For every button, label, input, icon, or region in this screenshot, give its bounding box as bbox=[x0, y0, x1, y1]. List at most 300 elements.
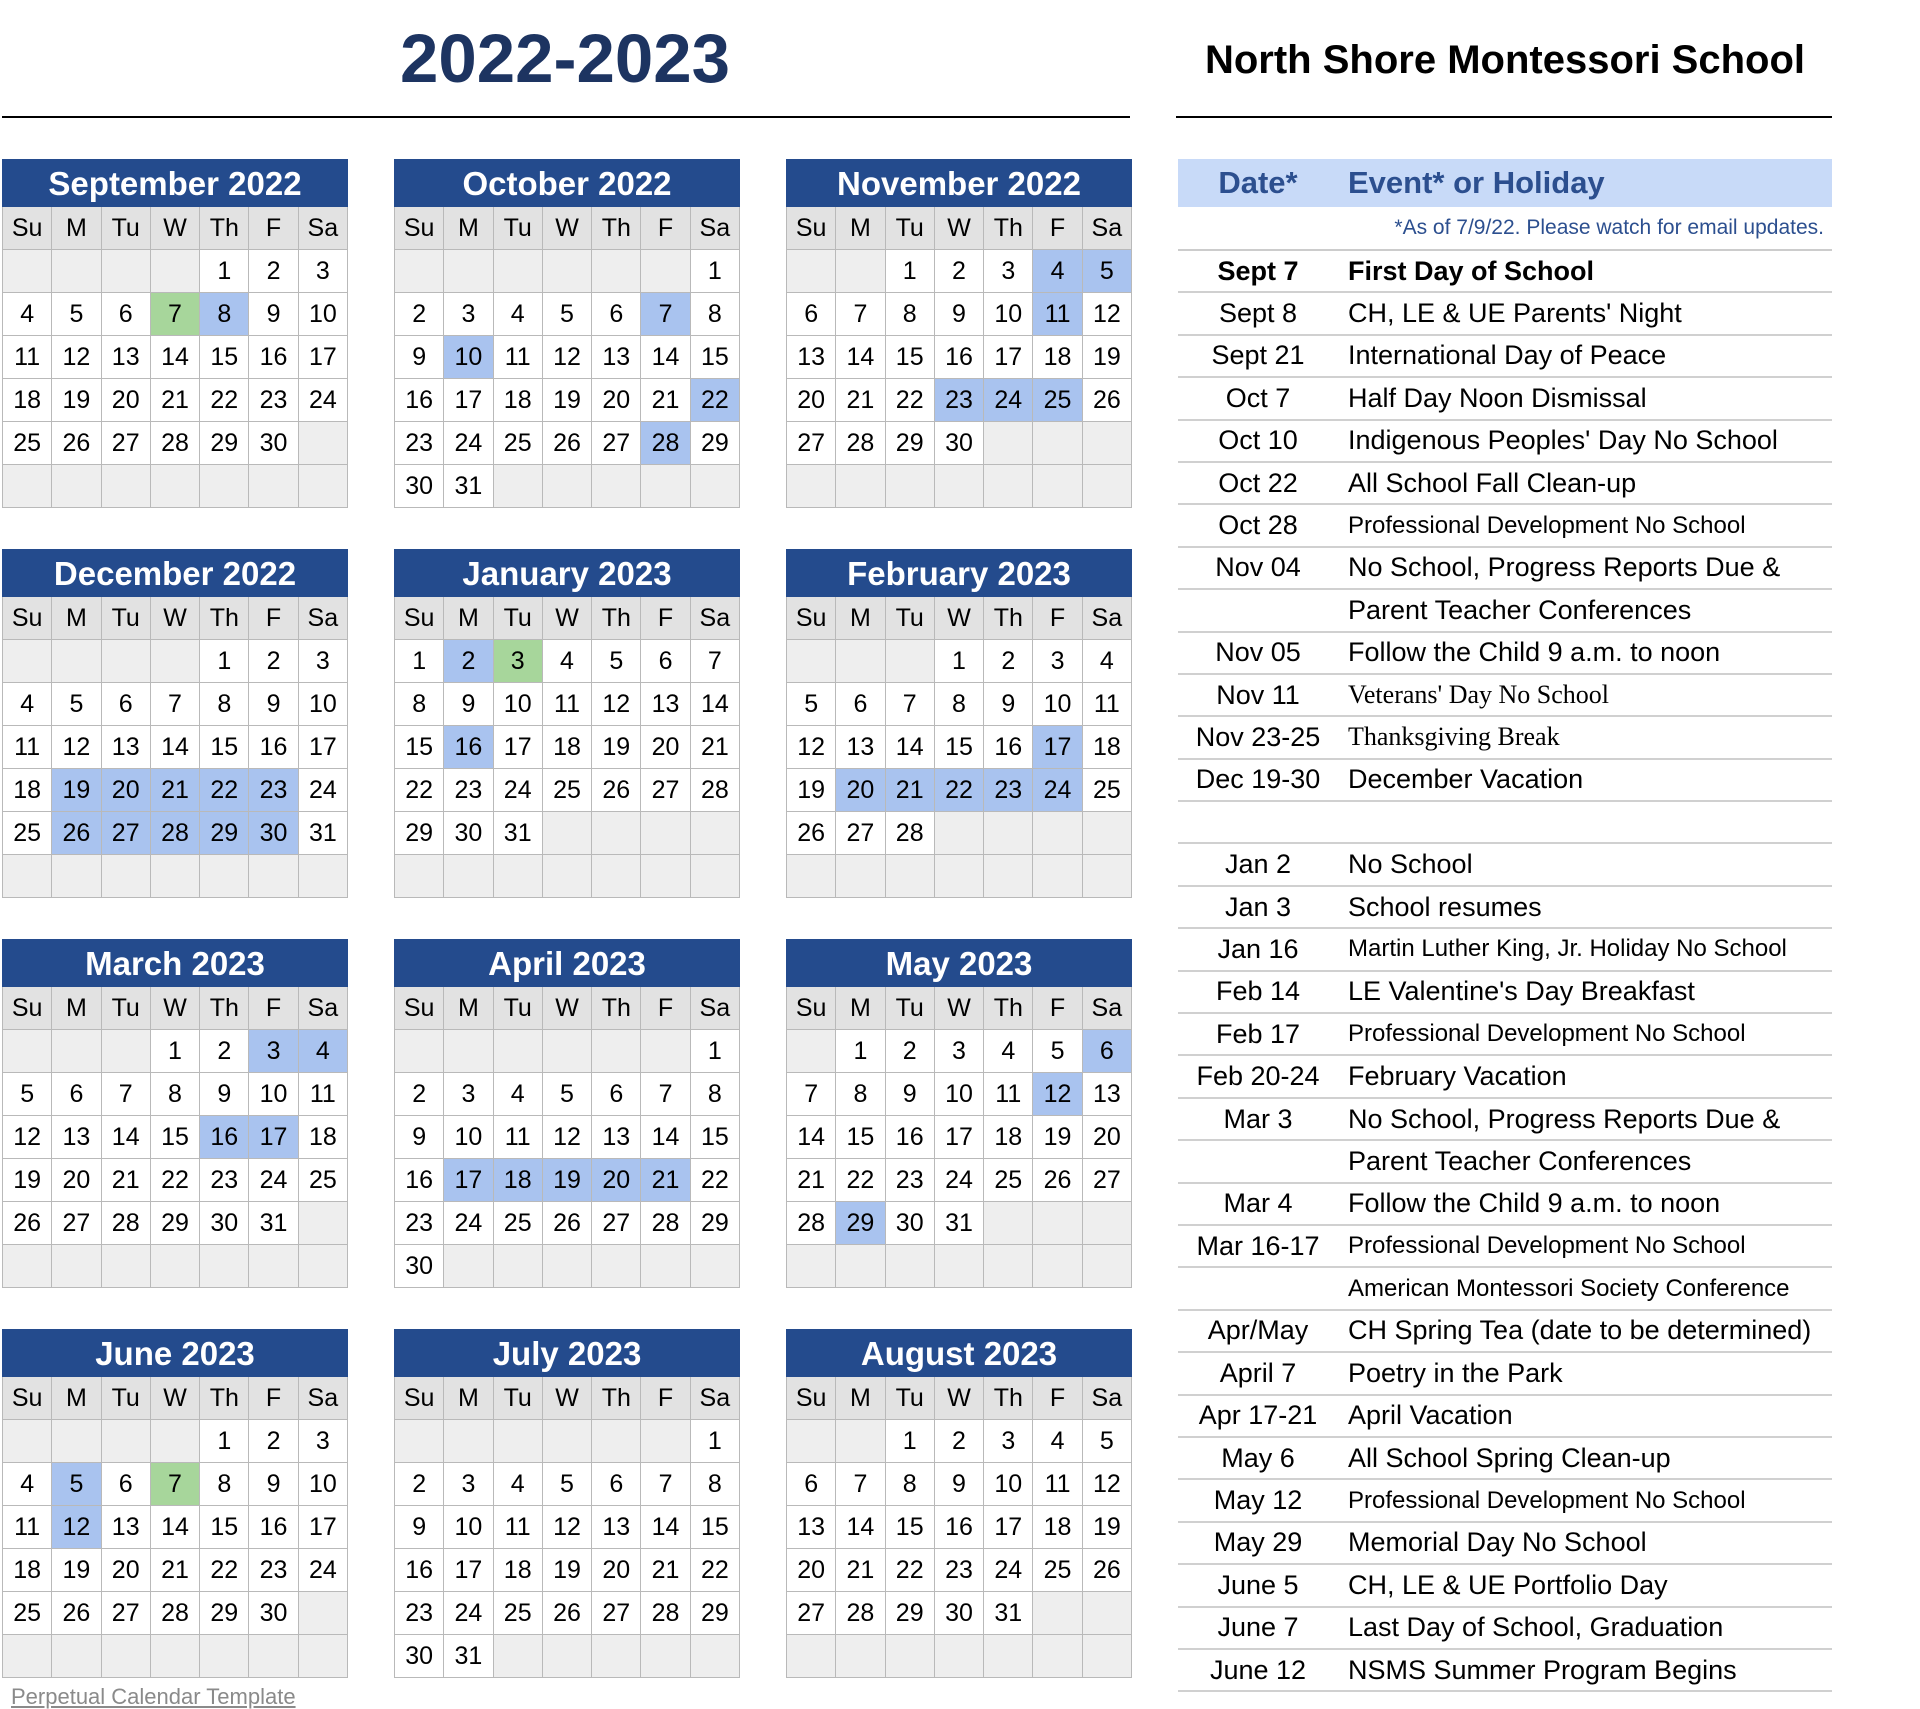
day-cell: 16 bbox=[200, 1116, 249, 1159]
day-cell: 25 bbox=[1083, 769, 1132, 812]
day-cell: 26 bbox=[543, 422, 592, 465]
event-row bbox=[1178, 675, 1832, 717]
day-cell: 1 bbox=[886, 250, 935, 293]
day-cell: 27 bbox=[787, 422, 836, 465]
month-calendar bbox=[394, 159, 740, 508]
event-date: May 6 bbox=[1221, 1442, 1295, 1473]
day-cell: 8 bbox=[886, 293, 935, 336]
day-cell: 9 bbox=[200, 1073, 249, 1116]
weekday-label: F bbox=[1033, 1377, 1082, 1420]
weekday-label: Su bbox=[3, 1377, 52, 1420]
day-cell: 8 bbox=[200, 683, 249, 726]
empty-day-cell bbox=[592, 1420, 641, 1463]
day-cell: 21 bbox=[641, 1549, 690, 1592]
day-cell: 3 bbox=[299, 640, 348, 683]
day-cell: 19 bbox=[52, 379, 101, 422]
day-cell: 29 bbox=[691, 1202, 740, 1245]
empty-day-cell bbox=[691, 855, 740, 898]
day-cell: 5 bbox=[543, 1073, 592, 1116]
month-calendar bbox=[786, 549, 1132, 898]
event-description: No School bbox=[1348, 849, 1473, 880]
event-description: CH, LE & UE Parents' Night bbox=[1348, 298, 1682, 329]
month-title: October 2022 bbox=[394, 159, 740, 207]
event-date: Mar 3 bbox=[1223, 1103, 1293, 1134]
empty-day-cell bbox=[787, 640, 836, 683]
empty-day-cell bbox=[592, 1245, 641, 1288]
day-cell: 5 bbox=[1083, 250, 1132, 293]
weekday-label: Tu bbox=[886, 1377, 935, 1420]
empty-day-cell bbox=[592, 855, 641, 898]
weekday-label: Su bbox=[3, 597, 52, 640]
event-row bbox=[1178, 972, 1832, 1014]
weekday-label: W bbox=[543, 207, 592, 250]
event-date: Apr/May bbox=[1207, 1315, 1309, 1346]
empty-day-cell bbox=[641, 465, 690, 508]
event-date: June 7 bbox=[1217, 1612, 1299, 1643]
event-description: All School Fall Clean-up bbox=[1348, 467, 1637, 498]
day-cell: 26 bbox=[52, 812, 101, 855]
day-cell: 6 bbox=[102, 1463, 151, 1506]
day-cell: 25 bbox=[543, 769, 592, 812]
day-cell: 8 bbox=[691, 1463, 740, 1506]
empty-day-cell bbox=[935, 1635, 984, 1678]
month-calendar bbox=[2, 1329, 348, 1678]
event-description: LE Valentine's Day Breakfast bbox=[1348, 976, 1695, 1007]
empty-day-cell bbox=[543, 855, 592, 898]
event-rows bbox=[1178, 251, 1832, 1692]
day-cell: 21 bbox=[641, 1159, 690, 1202]
event-date: Sept 8 bbox=[1218, 298, 1298, 329]
month-days-grid bbox=[394, 207, 740, 508]
weekday-label: F bbox=[641, 207, 690, 250]
day-cell: 31 bbox=[444, 1635, 493, 1678]
month-calendar bbox=[786, 159, 1132, 508]
day-cell: 18 bbox=[1033, 336, 1082, 379]
weekday-label: M bbox=[52, 597, 101, 640]
month-calendar bbox=[394, 549, 740, 898]
day-cell: 29 bbox=[691, 422, 740, 465]
day-cell: 24 bbox=[494, 769, 543, 812]
event-description: Indigenous Peoples' Day No School bbox=[1348, 425, 1778, 456]
day-cell: 4 bbox=[299, 1030, 348, 1073]
empty-day-cell bbox=[395, 1030, 444, 1073]
empty-day-cell bbox=[249, 1245, 298, 1288]
event-description: Professional Development No School bbox=[1348, 1020, 1746, 1048]
weekday-label: F bbox=[641, 1377, 690, 1420]
empty-day-cell bbox=[299, 855, 348, 898]
day-cell: 23 bbox=[395, 1592, 444, 1635]
day-cell: 5 bbox=[1083, 1420, 1132, 1463]
day-cell: 21 bbox=[836, 1549, 885, 1592]
empty-day-cell bbox=[836, 250, 885, 293]
empty-day-cell bbox=[787, 855, 836, 898]
empty-day-cell bbox=[641, 1420, 690, 1463]
day-cell: 22 bbox=[200, 379, 249, 422]
day-cell: 9 bbox=[935, 293, 984, 336]
day-cell: 20 bbox=[1083, 1116, 1132, 1159]
day-cell: 13 bbox=[592, 336, 641, 379]
weekday-label: M bbox=[444, 987, 493, 1030]
empty-day-cell bbox=[151, 250, 200, 293]
day-cell: 1 bbox=[200, 1420, 249, 1463]
day-cell: 10 bbox=[984, 1463, 1033, 1506]
event-description: American Montessori Society Conference bbox=[1348, 1274, 1790, 1302]
school-name: North Shore Montessori School bbox=[1204, 38, 1806, 82]
day-cell: 14 bbox=[691, 683, 740, 726]
day-cell: 2 bbox=[395, 1463, 444, 1506]
event-description: No School, Progress Reports Due & bbox=[1348, 552, 1781, 583]
event-description: Half Day Noon Dismissal bbox=[1348, 382, 1647, 413]
day-cell: 6 bbox=[592, 1463, 641, 1506]
day-cell: 18 bbox=[299, 1116, 348, 1159]
empty-day-cell bbox=[641, 855, 690, 898]
day-cell: 22 bbox=[886, 1549, 935, 1592]
day-cell: 30 bbox=[395, 1245, 444, 1288]
day-cell: 3 bbox=[494, 640, 543, 683]
day-cell: 22 bbox=[200, 1549, 249, 1592]
day-cell: 1 bbox=[691, 1030, 740, 1073]
day-cell: 12 bbox=[1083, 293, 1132, 336]
day-cell: 8 bbox=[395, 683, 444, 726]
day-cell: 20 bbox=[787, 379, 836, 422]
day-cell: 1 bbox=[200, 640, 249, 683]
events-table bbox=[1178, 159, 1832, 1692]
day-cell: 13 bbox=[52, 1116, 101, 1159]
event-row bbox=[1178, 1523, 1832, 1565]
day-cell: 25 bbox=[3, 812, 52, 855]
weekday-label: Sa bbox=[691, 597, 740, 640]
empty-day-cell bbox=[1033, 812, 1082, 855]
weekday-label: W bbox=[935, 1377, 984, 1420]
month-calendar bbox=[2, 939, 348, 1288]
empty-day-cell bbox=[1083, 422, 1132, 465]
day-cell: 14 bbox=[641, 1506, 690, 1549]
empty-day-cell bbox=[52, 640, 101, 683]
event-row bbox=[1178, 1608, 1832, 1650]
weekday-label: Th bbox=[592, 987, 641, 1030]
empty-day-cell bbox=[641, 1245, 690, 1288]
empty-day-cell bbox=[444, 1030, 493, 1073]
day-cell: 22 bbox=[200, 769, 249, 812]
day-cell: 7 bbox=[151, 293, 200, 336]
weekday-label: Su bbox=[3, 987, 52, 1030]
month-calendar bbox=[2, 159, 348, 508]
day-cell: 6 bbox=[836, 683, 885, 726]
day-cell: 22 bbox=[151, 1159, 200, 1202]
day-cell: 17 bbox=[444, 1549, 493, 1592]
weekday-label: W bbox=[543, 1377, 592, 1420]
day-cell: 24 bbox=[984, 379, 1033, 422]
day-cell: 15 bbox=[200, 1506, 249, 1549]
event-row bbox=[1178, 1353, 1832, 1395]
day-cell: 27 bbox=[592, 1592, 641, 1635]
weekday-label: F bbox=[1033, 987, 1082, 1030]
month-title: September 2022 bbox=[2, 159, 348, 207]
day-cell: 31 bbox=[249, 1202, 298, 1245]
day-cell: 24 bbox=[249, 1159, 298, 1202]
day-cell: 3 bbox=[249, 1030, 298, 1073]
empty-day-cell bbox=[787, 1245, 836, 1288]
day-cell: 3 bbox=[444, 1073, 493, 1116]
day-cell: 17 bbox=[299, 1506, 348, 1549]
day-cell: 5 bbox=[543, 293, 592, 336]
day-cell: 3 bbox=[984, 250, 1033, 293]
day-cell: 19 bbox=[1083, 336, 1132, 379]
event-description: Professional Development No School bbox=[1348, 1232, 1746, 1260]
event-row bbox=[1178, 1311, 1832, 1353]
day-cell: 21 bbox=[787, 1159, 836, 1202]
weekday-label: Th bbox=[200, 987, 249, 1030]
day-cell: 9 bbox=[886, 1073, 935, 1116]
day-cell: 12 bbox=[543, 336, 592, 379]
day-cell: 27 bbox=[592, 422, 641, 465]
event-date: Nov 04 bbox=[1215, 552, 1301, 583]
day-cell: 24 bbox=[984, 1549, 1033, 1592]
day-cell: 28 bbox=[691, 769, 740, 812]
empty-day-cell bbox=[1083, 1635, 1132, 1678]
weekday-label: Th bbox=[592, 1377, 641, 1420]
event-description: Thanksgiving Break bbox=[1348, 722, 1560, 752]
day-cell: 9 bbox=[249, 293, 298, 336]
month-calendar bbox=[786, 1329, 1132, 1678]
day-cell: 2 bbox=[886, 1030, 935, 1073]
empty-day-cell bbox=[494, 1245, 543, 1288]
empty-day-cell bbox=[102, 465, 151, 508]
day-cell: 29 bbox=[836, 1202, 885, 1245]
empty-day-cell bbox=[543, 812, 592, 855]
day-cell: 7 bbox=[836, 1463, 885, 1506]
day-cell: 5 bbox=[543, 1463, 592, 1506]
month-days-grid bbox=[786, 207, 1132, 508]
day-cell: 4 bbox=[1033, 1420, 1082, 1463]
day-cell: 5 bbox=[1033, 1030, 1082, 1073]
day-cell: 22 bbox=[836, 1159, 885, 1202]
weekday-label: Sa bbox=[691, 987, 740, 1030]
day-cell: 12 bbox=[52, 726, 101, 769]
day-cell: 13 bbox=[836, 726, 885, 769]
day-cell: 19 bbox=[592, 726, 641, 769]
event-row bbox=[1178, 1056, 1832, 1098]
day-cell: 17 bbox=[1033, 726, 1082, 769]
month-title: November 2022 bbox=[786, 159, 1132, 207]
day-cell: 21 bbox=[151, 379, 200, 422]
weekday-label: Su bbox=[787, 1377, 836, 1420]
empty-day-cell bbox=[151, 640, 200, 683]
day-cell: 6 bbox=[787, 1463, 836, 1506]
event-description: CH Spring Tea (date to be determined) bbox=[1348, 1315, 1812, 1346]
month-calendar bbox=[2, 549, 348, 898]
day-cell: 30 bbox=[935, 422, 984, 465]
weekday-label: Tu bbox=[494, 597, 543, 640]
day-cell: 23 bbox=[935, 379, 984, 422]
weekday-label: Th bbox=[984, 1377, 1033, 1420]
month-title: March 2023 bbox=[2, 939, 348, 987]
day-cell: 23 bbox=[249, 379, 298, 422]
day-cell: 17 bbox=[299, 336, 348, 379]
day-cell: 25 bbox=[494, 1202, 543, 1245]
day-cell: 27 bbox=[836, 812, 885, 855]
day-cell: 28 bbox=[886, 812, 935, 855]
event-date: June 12 bbox=[1209, 1654, 1307, 1685]
empty-day-cell bbox=[299, 1202, 348, 1245]
empty-day-cell bbox=[1033, 1245, 1082, 1288]
weekday-label: M bbox=[444, 1377, 493, 1420]
event-description: Professional Development No School bbox=[1348, 1486, 1746, 1514]
day-cell: 1 bbox=[200, 250, 249, 293]
event-date: Dec 19-30 bbox=[1195, 764, 1321, 795]
day-cell: 11 bbox=[3, 336, 52, 379]
day-cell: 7 bbox=[691, 640, 740, 683]
day-cell: 5 bbox=[592, 640, 641, 683]
day-cell: 15 bbox=[691, 336, 740, 379]
day-cell: 5 bbox=[52, 683, 101, 726]
empty-day-cell bbox=[1033, 465, 1082, 508]
empty-day-cell bbox=[1033, 1202, 1082, 1245]
day-cell: 21 bbox=[836, 379, 885, 422]
day-cell: 10 bbox=[299, 1463, 348, 1506]
day-cell: 10 bbox=[935, 1073, 984, 1116]
perpetual-calendar-template-link[interactable]: Perpetual Calendar Template bbox=[11, 1684, 296, 1709]
empty-day-cell bbox=[395, 855, 444, 898]
day-cell: 18 bbox=[1033, 1506, 1082, 1549]
day-cell: 14 bbox=[836, 1506, 885, 1549]
weekday-label: Su bbox=[395, 597, 444, 640]
day-cell: 11 bbox=[1033, 293, 1082, 336]
day-cell: 25 bbox=[1033, 379, 1082, 422]
day-cell: 28 bbox=[151, 422, 200, 465]
day-cell: 1 bbox=[151, 1030, 200, 1073]
empty-day-cell bbox=[787, 1030, 836, 1073]
day-cell: 16 bbox=[395, 1549, 444, 1592]
weekday-label: F bbox=[249, 207, 298, 250]
month-calendar bbox=[394, 1329, 740, 1678]
event-date: Nov 05 bbox=[1215, 637, 1301, 668]
day-cell: 19 bbox=[543, 379, 592, 422]
day-cell: 4 bbox=[1033, 250, 1082, 293]
empty-day-cell bbox=[3, 1030, 52, 1073]
weekday-label: Tu bbox=[102, 987, 151, 1030]
day-cell: 9 bbox=[444, 683, 493, 726]
day-cell: 12 bbox=[592, 683, 641, 726]
month-title: December 2022 bbox=[2, 549, 348, 597]
weekday-label: Sa bbox=[299, 207, 348, 250]
empty-day-cell bbox=[691, 812, 740, 855]
event-description: December Vacation bbox=[1348, 764, 1584, 795]
day-cell: 24 bbox=[444, 1202, 493, 1245]
empty-day-cell bbox=[52, 1635, 101, 1678]
empty-day-cell bbox=[1033, 1592, 1082, 1635]
weekday-label: M bbox=[836, 987, 885, 1030]
day-cell: 14 bbox=[151, 1506, 200, 1549]
event-row bbox=[1178, 251, 1832, 293]
day-cell: 17 bbox=[984, 1506, 1033, 1549]
month-title: February 2023 bbox=[786, 549, 1132, 597]
day-cell: 29 bbox=[886, 422, 935, 465]
day-cell: 30 bbox=[249, 1592, 298, 1635]
month-title: June 2023 bbox=[2, 1329, 348, 1377]
event-date: Feb 17 bbox=[1215, 1018, 1301, 1049]
day-cell: 10 bbox=[444, 1116, 493, 1159]
day-cell: 19 bbox=[52, 769, 101, 812]
weekday-label: Tu bbox=[102, 1377, 151, 1420]
month-title: August 2023 bbox=[786, 1329, 1132, 1377]
month-days-grid bbox=[786, 597, 1132, 898]
event-description: Last Day of School, Graduation bbox=[1348, 1612, 1724, 1643]
event-date: Nov 11 bbox=[1216, 679, 1300, 710]
empty-day-cell bbox=[935, 812, 984, 855]
event-row bbox=[1178, 844, 1832, 886]
empty-day-cell bbox=[52, 1030, 101, 1073]
event-description: April Vacation bbox=[1348, 1400, 1513, 1431]
event-description: No School, Progress Reports Due & bbox=[1348, 1103, 1781, 1134]
month-days-grid bbox=[394, 987, 740, 1288]
day-cell: 15 bbox=[151, 1116, 200, 1159]
day-cell: 11 bbox=[494, 336, 543, 379]
day-cell: 3 bbox=[935, 1030, 984, 1073]
events-note: *As of 7/9/22. Please watch for email updates. bbox=[1178, 207, 1832, 251]
day-cell: 17 bbox=[444, 379, 493, 422]
day-cell: 24 bbox=[444, 422, 493, 465]
empty-day-cell bbox=[836, 465, 885, 508]
day-cell: 24 bbox=[299, 379, 348, 422]
empty-day-cell bbox=[3, 1635, 52, 1678]
event-row bbox=[1178, 887, 1832, 929]
weekday-label: Th bbox=[984, 207, 1033, 250]
day-cell: 9 bbox=[395, 1116, 444, 1159]
day-cell: 15 bbox=[886, 1506, 935, 1549]
day-cell: 29 bbox=[151, 1202, 200, 1245]
day-cell: 15 bbox=[395, 726, 444, 769]
day-cell: 20 bbox=[102, 769, 151, 812]
empty-day-cell bbox=[886, 640, 935, 683]
empty-day-cell bbox=[787, 250, 836, 293]
day-cell: 19 bbox=[787, 769, 836, 812]
day-cell: 16 bbox=[395, 1159, 444, 1202]
empty-day-cell bbox=[494, 250, 543, 293]
empty-day-cell bbox=[836, 1635, 885, 1678]
day-cell: 24 bbox=[1033, 769, 1082, 812]
day-cell: 22 bbox=[395, 769, 444, 812]
weekday-label: F bbox=[249, 597, 298, 640]
day-cell: 15 bbox=[691, 1116, 740, 1159]
day-cell: 31 bbox=[299, 812, 348, 855]
day-cell: 30 bbox=[444, 812, 493, 855]
weekday-label: Sa bbox=[691, 1377, 740, 1420]
day-cell: 29 bbox=[691, 1592, 740, 1635]
empty-day-cell bbox=[984, 812, 1033, 855]
event-row bbox=[1178, 1141, 1832, 1183]
day-cell: 16 bbox=[444, 726, 493, 769]
day-cell: 20 bbox=[592, 1159, 641, 1202]
weekday-label: Tu bbox=[494, 987, 543, 1030]
day-cell: 13 bbox=[102, 726, 151, 769]
day-cell: 27 bbox=[52, 1202, 101, 1245]
day-cell: 6 bbox=[787, 293, 836, 336]
weekday-label: Su bbox=[787, 597, 836, 640]
day-cell: 20 bbox=[836, 769, 885, 812]
day-cell: 11 bbox=[3, 1506, 52, 1549]
day-cell: 16 bbox=[249, 336, 298, 379]
weekday-label: Tu bbox=[494, 207, 543, 250]
page-title: 2022-2023 bbox=[400, 20, 730, 97]
day-cell: 27 bbox=[641, 769, 690, 812]
weekday-label: Su bbox=[787, 987, 836, 1030]
day-cell: 9 bbox=[935, 1463, 984, 1506]
day-cell: 23 bbox=[249, 1549, 298, 1592]
day-cell: 15 bbox=[836, 1116, 885, 1159]
day-cell: 29 bbox=[200, 812, 249, 855]
day-cell: 3 bbox=[444, 1463, 493, 1506]
